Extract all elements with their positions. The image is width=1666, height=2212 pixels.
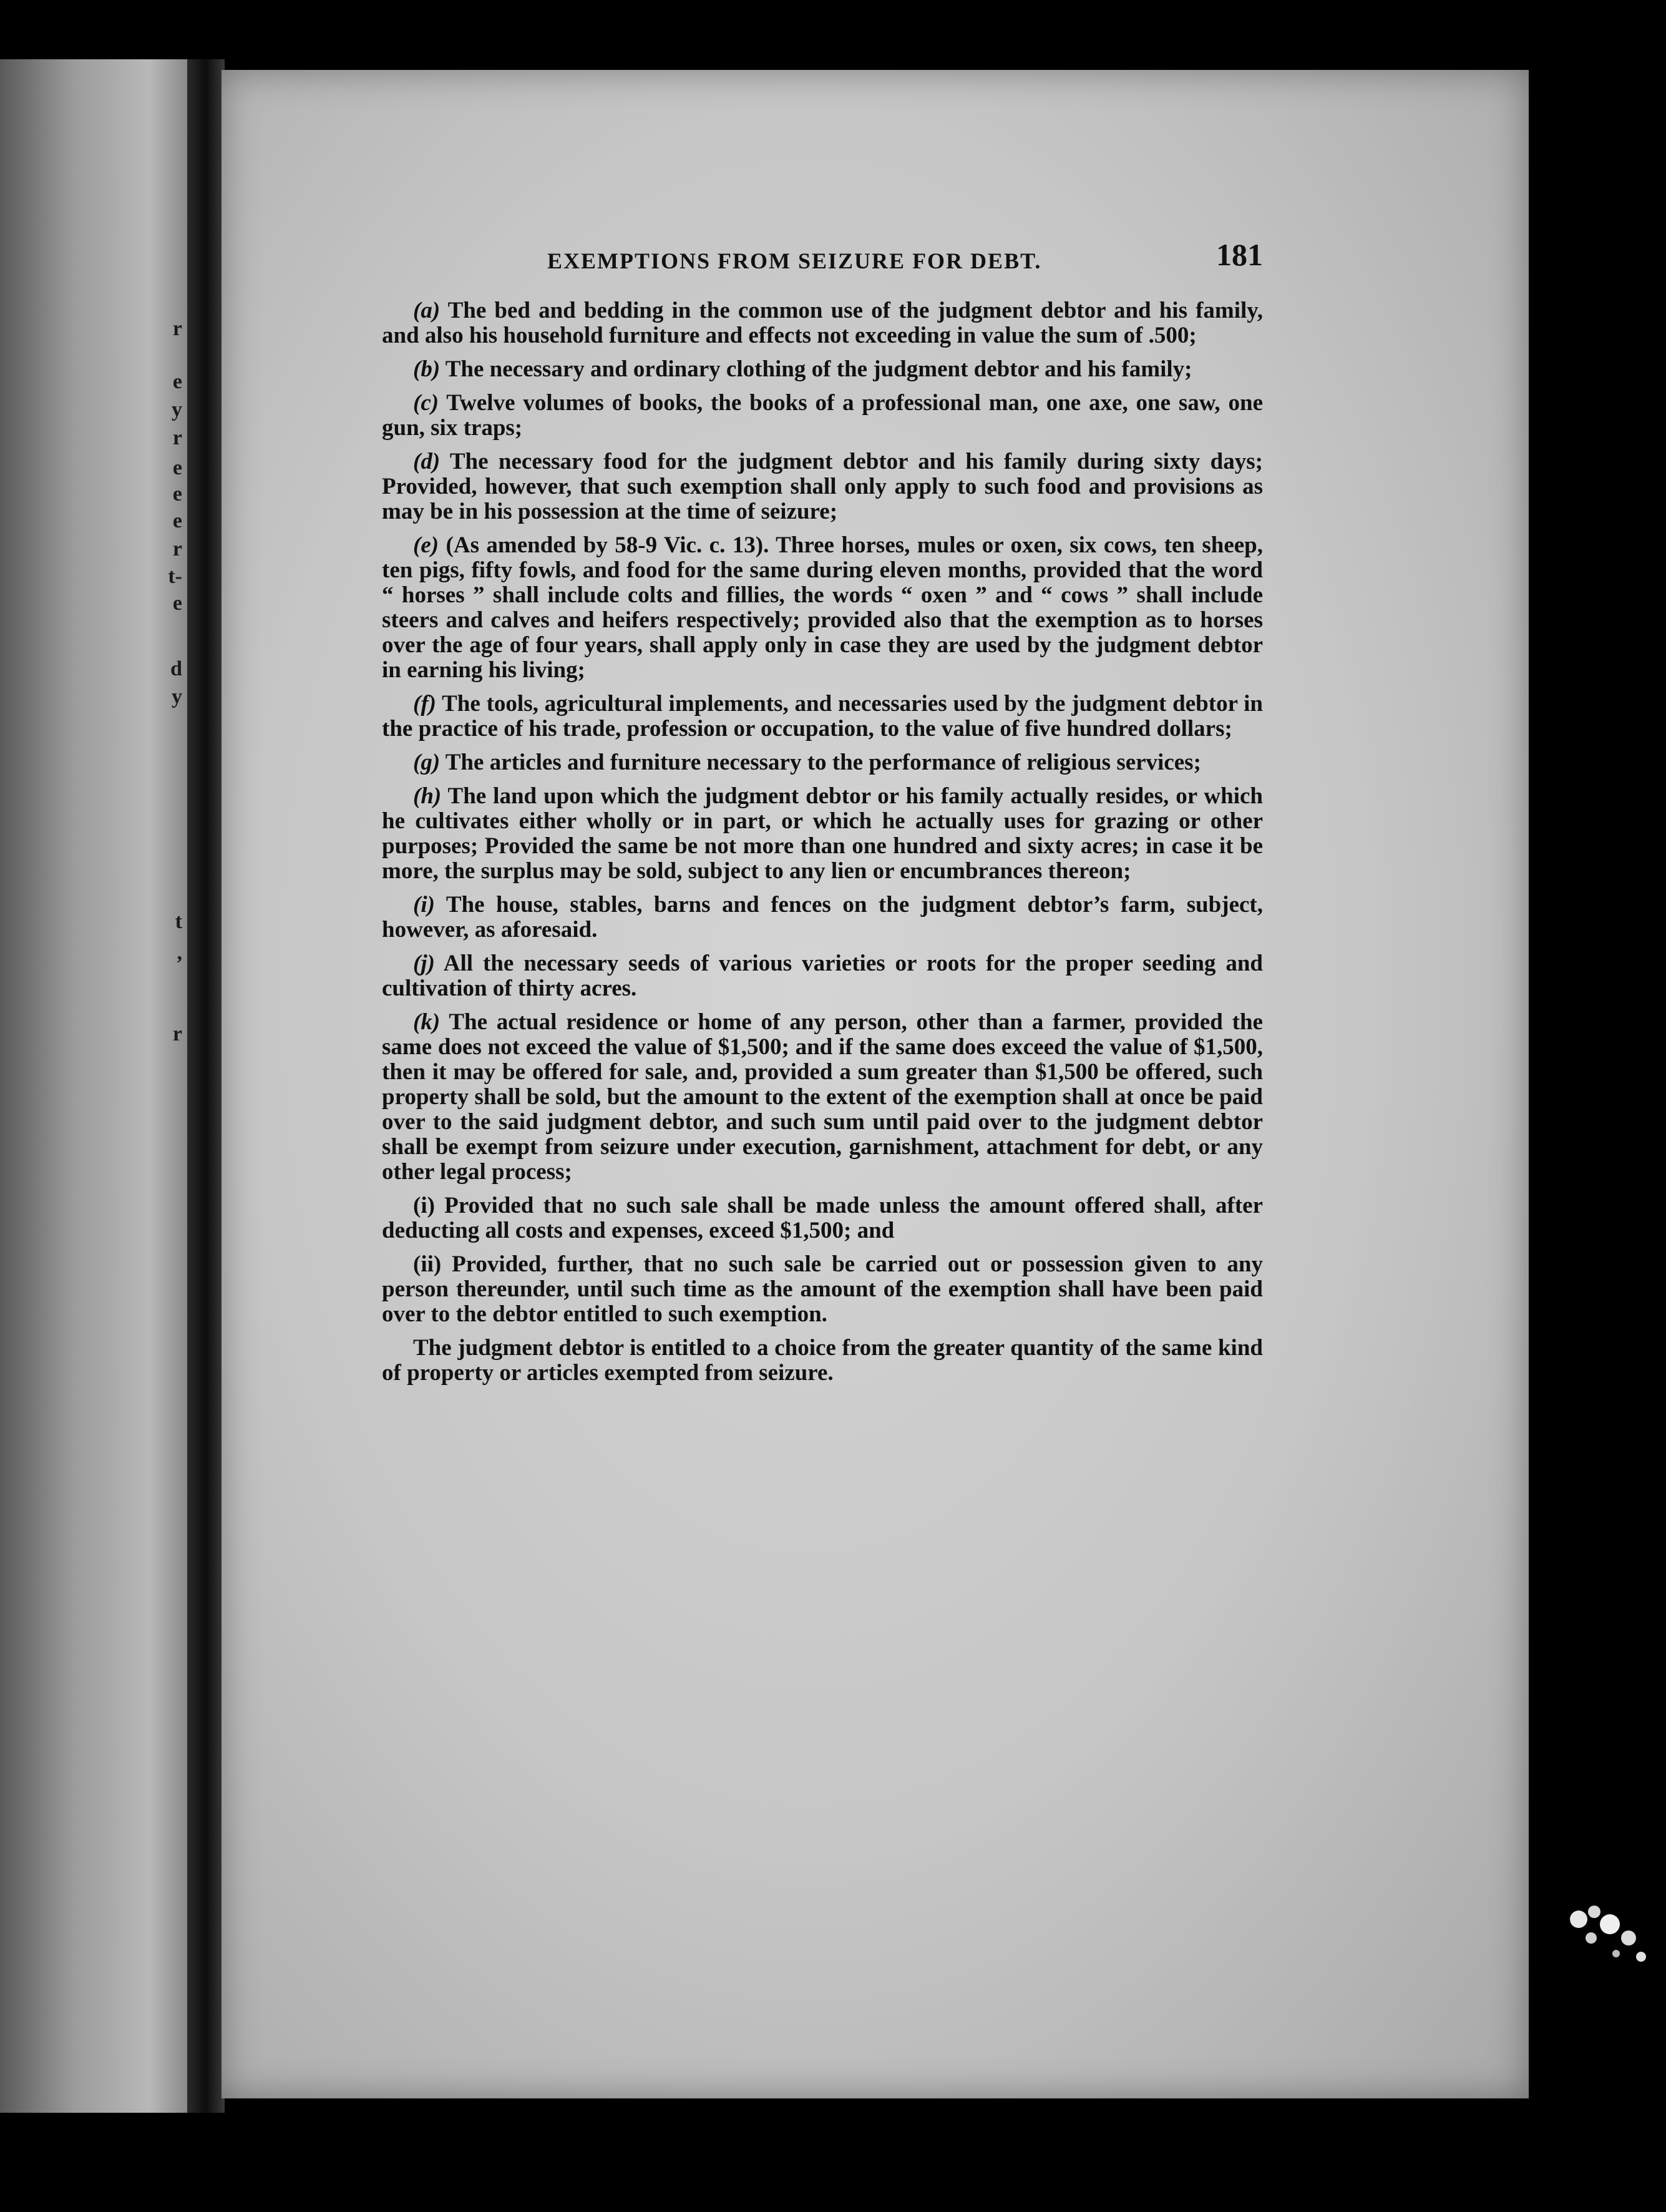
margin-fragment: r (172, 537, 182, 560)
clause-k (382, 1010, 1263, 1185)
clause-letter: (f) (413, 691, 436, 717)
clause-letter: (c) (413, 390, 439, 416)
subclause-ii (382, 1252, 1263, 1327)
clause-text: (As amended by 58-9 Vic. c. 13). Three horses, mules or oxen, six cows, ten sheep, ten pigs, fifty fowls, and food for the same during eleven months, provided that the word “ horses ” shall include colts and fillies, the words “ oxen ” and “ cows ” shall include steers and calves and heifers respectively; provided also that the exemption as to horses over the age of four years, shall apply only in case they are used by the judgment debtor in earning his living; (382, 532, 1263, 683)
clause-letter: (e) (413, 532, 439, 558)
clause-text: The bed and bedding in the common use of the judgment debtor and his family, and also his household furniture and effects not exceeding in value the sum of .500; (382, 298, 1263, 348)
margin-fragment: e (172, 370, 182, 393)
running-head (382, 237, 1263, 298)
margin-fragment: e (172, 482, 182, 506)
margin-fragment: e (172, 509, 182, 532)
clause-e (382, 533, 1263, 683)
clause-letter: (g) (413, 750, 441, 775)
clause-letter: (j) (413, 951, 435, 976)
clause-text: The necessary food for the judgment debtor and his family during sixty days; Provided, however, that such exemption shall only apply to such food and provisions as may be in his possession at the time of seizure; (382, 449, 1263, 524)
clause-text: All the necessary seeds of various varieties or roots for the proper seeding and cultivation of thirty acres. (382, 951, 1263, 1001)
margin-fragment: e (172, 456, 182, 479)
margin-fragment: r (172, 1022, 182, 1045)
clause-letter: (b) (413, 356, 441, 382)
margin-fragment: t- (168, 565, 182, 588)
clause-text: The house, stables, barns and fences on the judgment debtor’s farm, subject, however, as aforesaid. (382, 892, 1263, 942)
clause-text: Provided, further, that no such sale be carried out or possession given to any person thereunder, until such time as the amount of the exemption shall have been paid over to the debtor entitled to such exemption. (382, 1251, 1263, 1327)
clause-text: The articles and furniture necessary to the performance of religious services; (445, 750, 1201, 775)
clause-d (382, 449, 1263, 524)
running-head-title: EXEMPTIONS FROM SEIZURE FOR DEBT. (547, 248, 1042, 273)
facing-page-edge (0, 59, 187, 2113)
clause-j (382, 951, 1263, 1001)
clause-letter: (d) (413, 449, 441, 474)
margin-fragment: y (172, 685, 182, 708)
clause-g (382, 750, 1263, 775)
page-text-block (382, 237, 1264, 1394)
margin-fragment: r (172, 426, 182, 449)
clause-letter: (k) (413, 1009, 441, 1035)
clause-i (382, 893, 1263, 942)
margin-fragment: r (172, 317, 182, 340)
clause-c (382, 391, 1263, 441)
book-gutter (187, 59, 225, 2113)
clause-text: The judgment debtor is entitled to a choice from the greater quantity of the same kind of property or articles exempted from seizure. (382, 1335, 1263, 1386)
clause-f (382, 692, 1263, 741)
clause-letter: (a) (413, 298, 441, 323)
subclause-i (382, 1193, 1263, 1243)
facing-page-margin-text (145, 59, 182, 2113)
clause-letter: (h) (413, 783, 442, 809)
clause-text: The land upon which the judgment debtor or his family actually resides, or which he cultivates either wholly or in part, or which he actually uses for grazing or other purposes; Provided the same be not more than one hundred and sixty acres; in case it be more, the surplus may be sold, subject to any lien or encumbrances thereon; (382, 783, 1263, 884)
clause-letter: (i) (413, 1193, 435, 1218)
clause-text: Twelve volumes of books, the books of a professional man, one axe, one saw, one gun, six traps; (382, 390, 1263, 441)
clause-text: The tools, agricultural implements, and necessaries used by the judgment debtor in the practice of his trade, profession or occupation, to the value of five hundred dollars; (382, 691, 1263, 741)
clause-h (382, 784, 1263, 884)
margin-fragment: t (175, 910, 182, 933)
clause-a (382, 298, 1263, 348)
margin-fragment: , (177, 941, 182, 964)
margin-fragment: y (172, 398, 182, 421)
clause-b (382, 357, 1263, 382)
clause-letter: (i) (413, 892, 435, 918)
clause-text: The actual residence or home of any person, other than a farmer, provided the same does not exceed the value of $1,500; and if the same does exceed the value of $1,500, then it may be offered for sale, and, provided a sum greater than $1,500 be offered, such property shall be sold, but the amount to the extent of the exemption shall at once be paid over to the said judgment debtor, and such sum until paid over to the judgment debtor shall be exempt from seizure under execution, garnishment, attachment for debt, or any other legal process; (382, 1009, 1263, 1185)
clause-letter: (ii) (413, 1251, 442, 1277)
film-speckle-artifact (1554, 1894, 1660, 1975)
closing-paragraph (382, 1336, 1263, 1386)
clause-text: The necessary and ordinary clothing of the judgment debtor and his family; (445, 356, 1192, 382)
margin-fragment: e (172, 592, 182, 615)
margin-fragment: d (170, 657, 182, 680)
clause-text: Provided that no such sale shall be made unless the amount offered shall, after deducting all costs and expenses, exceed $1,500; and (382, 1193, 1264, 1243)
page-number: 181 (1216, 237, 1263, 272)
